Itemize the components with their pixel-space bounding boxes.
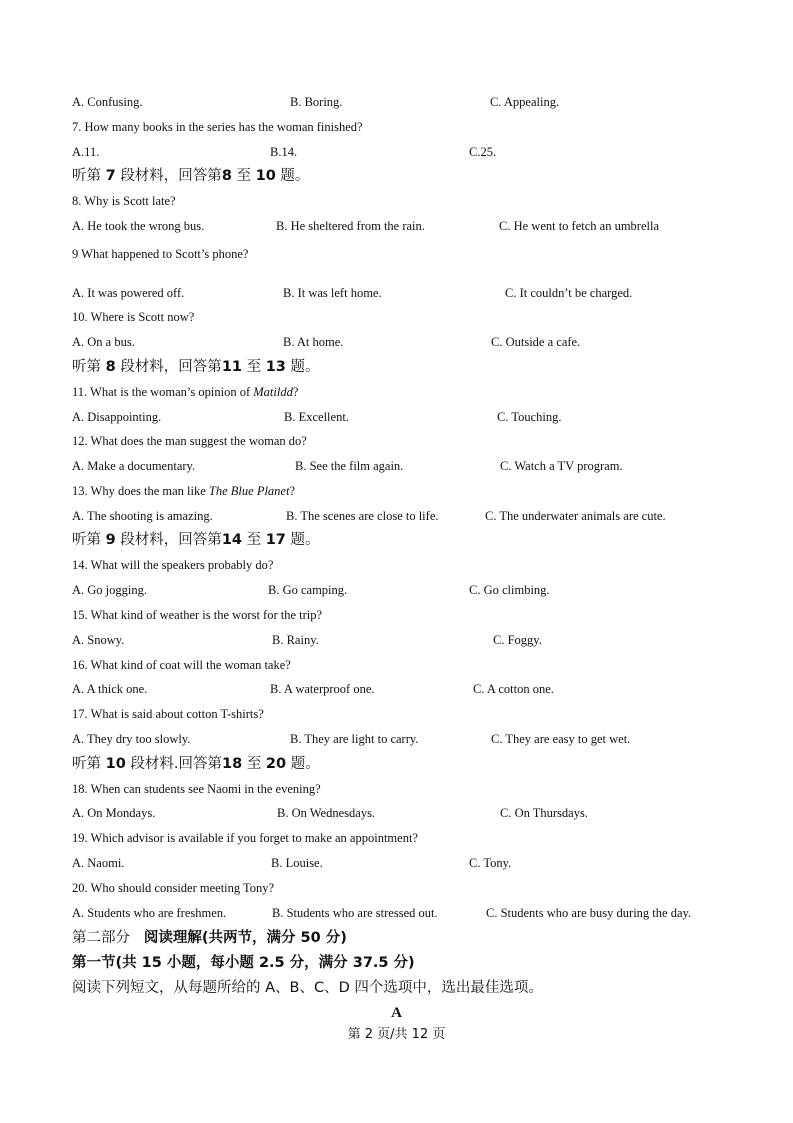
option-11b: B. Excellent. [284,410,349,424]
option-10a: A. On a bus. [72,335,135,349]
question-10: 10. Where is Scott now? [72,310,195,324]
option-6c: C. Appealing. [490,95,560,109]
option-19c: C. Tony. [469,856,512,870]
question-20: 20. Who should consider meeting Tony? [72,881,275,895]
option-12a: A. Make a documentary. [72,459,196,473]
section-one-heading: 第一节(共 15 小题，每小题 2.5 分，满分 37.5 分) [72,955,415,971]
option-6b: B. Boring. [290,95,343,109]
option-11a: A. Disappointing. [72,410,162,424]
section-heading-10: 听第 10 段材料.回答第18 至 20 题。 [72,756,320,772]
option-13a: A. The shooting is amazing. [72,509,213,523]
option-11c: C. Touching. [497,410,562,424]
option-19a: A. Naomi. [72,856,125,870]
option-14b: B. Go camping. [268,583,348,597]
question-19: 19. Which advisor is available if you forget to make an appointment? [72,831,418,845]
option-7b: B.14. [270,145,298,159]
option-16a: A. A thick one. [72,682,148,696]
option-13b: B. The scenes are close to life. [286,509,439,523]
question-18: 18. When can students see Naomi in the evening? [72,782,321,796]
option-18a: A. On Mondays. [72,806,156,820]
option-15a: A. Snowy. [72,633,125,647]
option-7c: C.25. [469,145,497,159]
part-two-heading: 第二部分 阅读理解(共两节，满分 50 分) [72,930,347,946]
option-16c: C. A cotton one. [473,682,554,696]
question-12: 12. What does the man suggest the woman do? [72,434,307,448]
option-8c: C. He went to fetch an umbrella [499,219,660,233]
option-9c: C. It couldn’t be charged. [505,286,633,300]
option-17c: C. They are easy to get wet. [491,732,631,746]
option-8a: A. He took the wrong bus. [72,219,205,233]
question-14: 14. What will the speakers probably do? [72,558,274,572]
option-15b: B. Rainy. [272,633,319,647]
option-9b: B. It was left home. [283,286,382,300]
option-13c: C. The underwater animals are cute. [485,509,666,523]
option-19b: B. Louise. [271,856,323,870]
question-16: 16. What kind of coat will the woman take? [72,658,291,672]
option-18b: B. On Wednesdays. [277,806,376,820]
option-20b: B. Students who are stressed out. [272,906,438,920]
option-12c: C. Watch a TV program. [500,459,623,473]
section-heading-7: 听第 7 段材料，回答第8 至 10 题。 [72,168,310,184]
section-heading-8: 听第 8 段材料，回答第11 至 13 题。 [72,359,320,375]
option-17a: A. They dry too slowly. [72,732,191,746]
question-17: 17. What is said about cotton T-shirts? [72,707,264,721]
option-8b: B. He sheltered from the rain. [276,219,425,233]
option-10b: B. At home. [283,335,344,349]
option-16b: B. A waterproof one. [270,682,375,696]
option-20c: C. Students who are busy during the day. [486,906,692,920]
option-9a: A. It was powered off. [72,286,185,300]
question-8: 8. Why is Scott late? [72,194,176,208]
option-18c: C. On Thursdays. [500,806,588,820]
reading-instruction: 阅读下列短文，从每题所给的 A、B、C、D 四个选项中，选出最佳选项。 [72,980,543,996]
option-14c: C. Go climbing. [469,583,550,597]
section-heading-9: 听第 9 段材料，回答第14 至 17 题。 [72,532,320,548]
option-7a: A.11. [72,145,100,159]
option-17b: B. They are light to carry. [290,732,419,746]
option-6a: A. Confusing. [72,95,143,109]
question-15: 15. What kind of weather is the worst for the trip? [72,608,323,622]
option-14a: A. Go jogging. [72,583,147,597]
question-11: 11. What is the woman’s opinion of Matildd? [72,385,299,399]
question-7: 7. How many books in the series has the woman finished? [72,120,363,134]
option-15c: C. Foggy. [493,633,542,647]
passage-letter: A [391,1005,402,1021]
option-20a: A. Students who are freshmen. [72,906,227,920]
question-13: 13. Why does the man like The Blue Planet? [72,484,296,498]
option-12b: B. See the film again. [295,459,404,473]
question-9: 9 What happened to Scott’s phone? [72,247,249,261]
option-10c: C. Outside a cafe. [491,335,581,349]
page-footer: 第 2 页/共 12 页 [347,1027,446,1042]
